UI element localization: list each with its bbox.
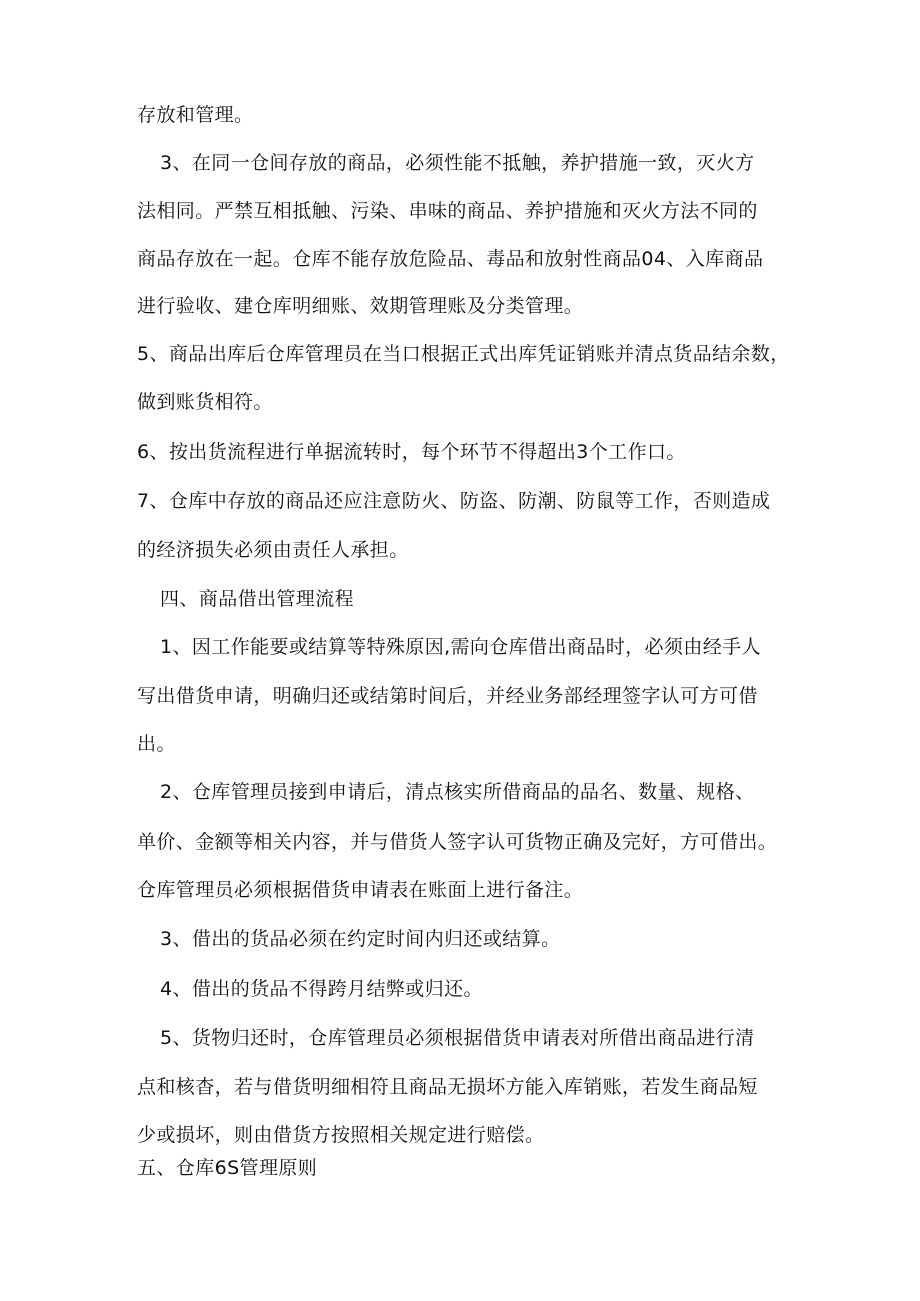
text-line: 7、仓库中存放的商品还应注意防火、防盗、防潮、防鼠等工作，否则造成 <box>137 490 771 512</box>
text-line: 少或损坏，则由借货方按照相关规定进行赔偿。 <box>137 1124 545 1146</box>
text-line: 2、仓库管理员接到申请后，清点核实所借商品的品名、数量、规格、 <box>160 781 755 803</box>
text-line: 进行验收、建仓库明细账、效期管理账及分类管理。 <box>137 295 584 317</box>
text-line: 出。 <box>137 733 176 755</box>
text-line: 1、因工作能要或结算等特殊原因,需向仓库借出商品时，必须由经手人 <box>160 636 761 658</box>
text-line: 点和核杳，若与借货明细相符且商品无损坏方能入库销账，若发生商品短 <box>137 1076 758 1098</box>
text-line: 4、借出的货品不得跨月结弊或归还。 <box>160 978 483 1000</box>
text-line: 写出借货申请，明确归还或结第时间后，并经业务部经理签字认可方可借 <box>137 685 758 707</box>
text-line: 3、在同一仓间存放的商品，必须性能不抵触，养护措施一致，灭火方 <box>160 152 755 174</box>
text-line: 单价、金额等相关内容，并与借货人签字认可货物正确及完好，方可借出。 <box>137 831 778 853</box>
section-heading: 五、仓库6S管理原则 <box>137 1157 318 1179</box>
text-line: 的经济损失必须由责任人承担。 <box>137 539 409 561</box>
text-line: 做到账货相符。 <box>137 391 273 413</box>
section-heading: 四、商品借出管理流程 <box>160 588 355 610</box>
text-line: 存放和管理。 <box>137 104 254 126</box>
text-line: 6、按出货流程进行单据流转时，每个环节不得超出3个工作口。 <box>137 441 686 463</box>
text-line: 仓库管理员必须根据借货申请表在账面上进行备注。 <box>137 879 584 901</box>
text-line: 商品存放在一起。仓库不能存放危险品、毒品和放射性商品04、入库商品 <box>137 248 764 270</box>
text-line: 5、货物归还时，仓库管理员必须根据借货申请表对所借出商品进行清 <box>160 1027 755 1049</box>
text-line: 法相同。严禁互相抵触、污染、串味的商品、养护措施和灭火方法不同的 <box>137 200 758 222</box>
text-line: 5、商品出库后仓库管理员在当口根据正式出库凭证销账并清点货品结余数， <box>137 343 790 365</box>
text-line: 3、借出的货品必须在约定时间内归还或结算。 <box>160 928 561 950</box>
